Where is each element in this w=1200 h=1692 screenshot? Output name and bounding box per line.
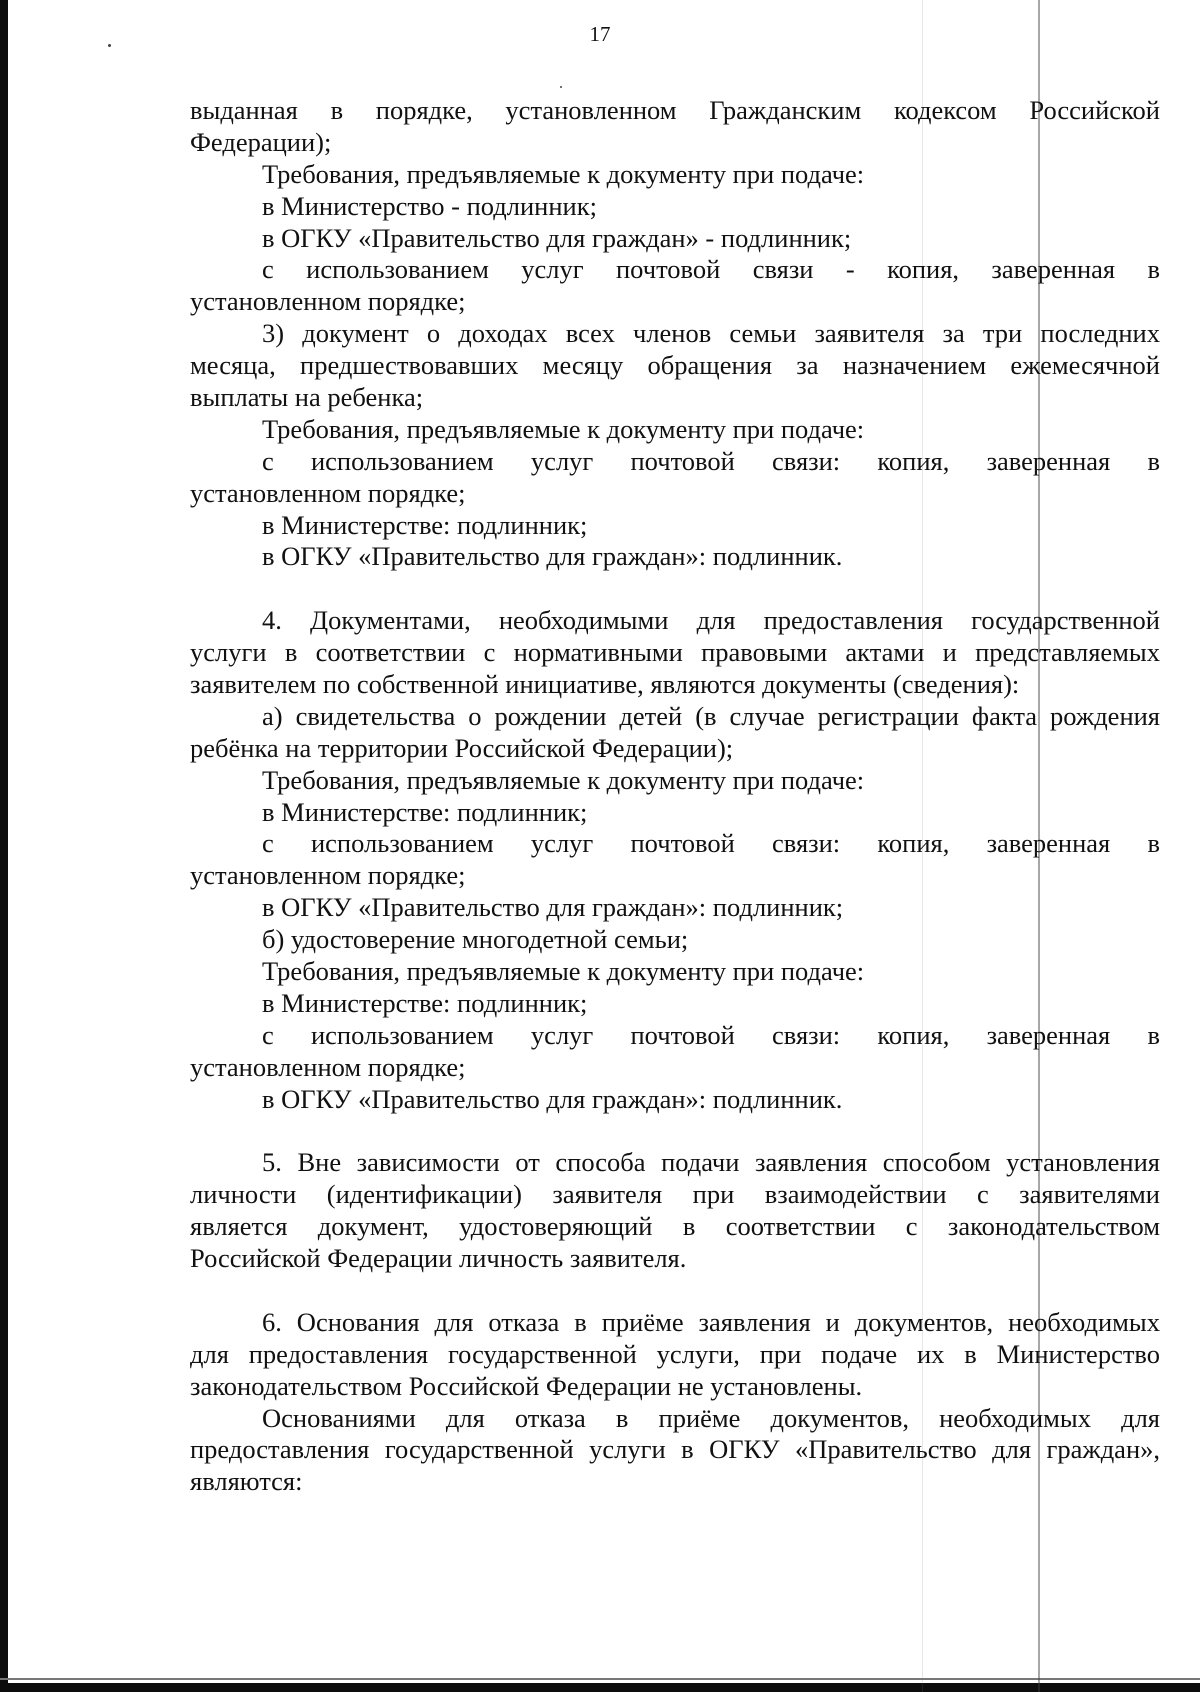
text-line: Российской Федерации личность заявителя.: [190, 1243, 687, 1274]
text-line: месяца, предшествовавших месяцу обращения за назначением ежемесячной: [190, 350, 1160, 381]
text-line: с использованием услуг почтовой связи - копия, заверенная в: [262, 254, 1160, 285]
text-line: Требования, предъявляемые к документу при подаче:: [262, 764, 865, 795]
text-line: 5. Вне зависимости от способа подачи заявления способом установления: [262, 1147, 1160, 1178]
text-line: установленном порядке;: [190, 1051, 466, 1082]
text-line: Требования, предъявляемые к документу при подаче:: [262, 158, 865, 189]
scan-border-bottom: [0, 1683, 1200, 1692]
text-line: с использованием услуг почтовой связи: копия, заверенная в: [262, 1019, 1160, 1050]
text-line: установленном порядке;: [190, 477, 466, 508]
text-line: 4. Документами, необходимыми для предоставления государственной: [262, 605, 1160, 636]
text-line: Основаниями для отказа в приёме документов, необходимых для: [262, 1402, 1160, 1433]
paragraph-gap: [190, 573, 1160, 605]
text-line: выплаты на ребенка;: [190, 382, 424, 413]
text-line: 6. Основания для отказа в приёме заявления и документов, необходимых: [262, 1306, 1160, 1337]
text-line: в ОГКУ «Правительство для граждан»: подлинник.: [262, 541, 843, 572]
text-line: Требования, предъявляемые к документу при подаче:: [262, 413, 865, 444]
text-line: личности (идентификации) заявителя при взаимодействии с заявителями: [190, 1179, 1160, 1210]
document-body: [190, 95, 1160, 1498]
text-line: с использованием услуг почтовой связи: копия, заверенная в: [262, 445, 1160, 476]
text-line: Требования, предъявляемые к документу при подаче:: [262, 956, 865, 987]
text-line: в ОГКУ «Правительство для граждан»: подлинник;: [262, 892, 844, 923]
text-line: предоставления государственной услуги в ОГКУ «Правительство для граждан»,: [190, 1434, 1160, 1465]
text-line: с использованием услуг почтовой связи: копия, заверенная в: [262, 828, 1160, 859]
text-line: в ОГКУ «Правительство для граждан»: подлинник.: [262, 1083, 843, 1114]
scan-speck: [560, 86, 562, 88]
scan-border-bottom-inner: [0, 1678, 1200, 1680]
text-line: установленном порядке;: [190, 860, 466, 891]
text-line: в Министерство - подлинник;: [262, 190, 597, 221]
text-line: 3) документ о доходах всех членов семьи заявителя за три последних: [262, 318, 1160, 349]
text-line: законодательством Российской Федерации не установлены.: [190, 1370, 863, 1401]
scan-border-left: [0, 0, 8, 1692]
page-number: 17: [589, 22, 611, 46]
text-line: б) удостоверение многодетной семьи;: [262, 924, 689, 955]
text-line: для предоставления государственной услуги, при подаче их в Министерство: [190, 1338, 1160, 1369]
text-line: заявителем по собственной инициативе, являются документы (сведения):: [190, 669, 1020, 700]
text-line: а) свидетельства о рождении детей (в случае регистрации факта рождения: [262, 700, 1160, 731]
text-line: выданная в порядке, установленном Гражданским кодексом Российской: [190, 95, 1160, 125]
paragraph-gap: [190, 1116, 1160, 1148]
text-line: услуги в соответствии с нормативными правовыми актами и представляемых: [190, 637, 1160, 668]
text-line: в Министерстве: подлинник;: [262, 987, 588, 1018]
text-line: ребёнка на территории Российской Федерации);: [190, 732, 734, 763]
text-line: являются:: [190, 1466, 303, 1497]
text-line: установленном порядке;: [190, 286, 466, 317]
text-line: в Министерстве: подлинник;: [262, 796, 588, 827]
text-line: Федерации);: [190, 126, 332, 157]
paragraph-gap: [190, 1275, 1160, 1307]
text-line: в ОГКУ «Правительство для граждан» - подлинник;: [262, 222, 852, 253]
text-line: в Министерстве: подлинник;: [262, 509, 588, 540]
text-line: является документ, удостоверяющий в соответствии с законодательством: [190, 1211, 1160, 1242]
